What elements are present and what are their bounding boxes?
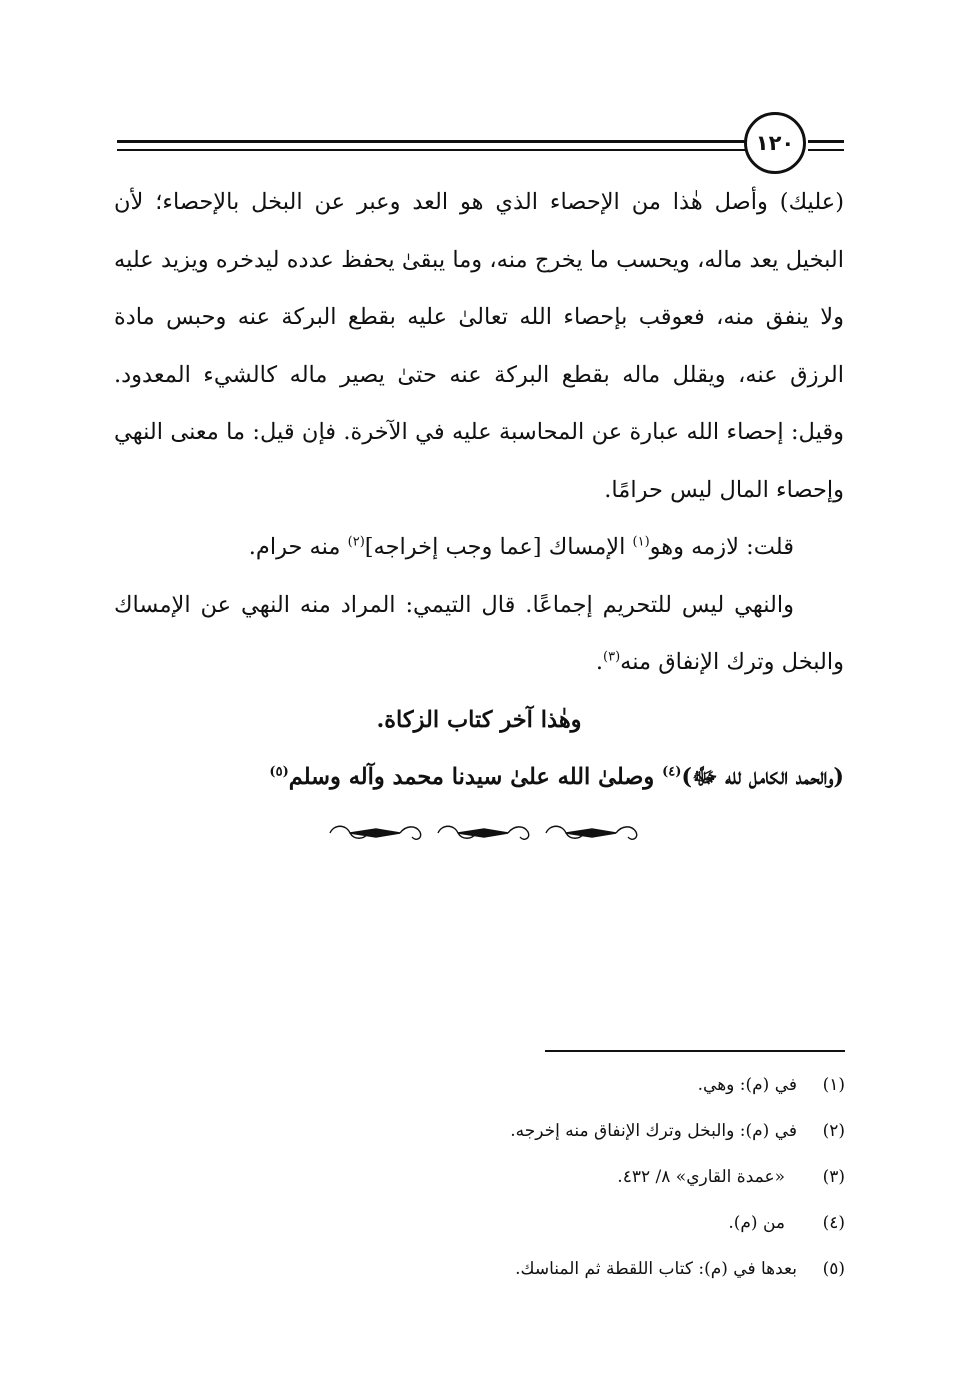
paragraph-2-part-a: قلت: لازمه وهو bbox=[649, 534, 794, 560]
footnote-ref-2[interactable]: (٢) bbox=[347, 534, 365, 550]
page-number: ١٢٠ bbox=[744, 112, 806, 174]
footnote-number: (٣) bbox=[822, 1167, 845, 1187]
header-rule-thin bbox=[117, 149, 745, 151]
floral-divider-ornament-icon bbox=[324, 818, 640, 848]
footnote-5 bbox=[300, 1246, 845, 1292]
footnote-text: «عمدة القاري» ٨/ ٤٣٢. bbox=[617, 1167, 785, 1187]
footnote-ref-1[interactable]: (١) bbox=[632, 534, 650, 550]
footnote-2 bbox=[300, 1108, 845, 1154]
paragraph-3-text: والنهي ليس للتحريم إجماعًا. قال التيمي: المراد منه النهي عن الإمساك والبخل وترك الإنفاق منه bbox=[114, 591, 844, 675]
paragraph-3 bbox=[114, 577, 844, 692]
footnote-text: في (م): وهي. bbox=[697, 1075, 797, 1095]
header-rule-right-thin bbox=[808, 149, 844, 151]
footnote-ref-5[interactable]: (٥) bbox=[269, 764, 289, 780]
footnote-ref-3[interactable]: (٣) bbox=[603, 649, 621, 665]
footnote-number: (٤) bbox=[822, 1213, 845, 1233]
footnote-text: من (م). bbox=[728, 1213, 785, 1233]
footnote-1 bbox=[300, 1062, 845, 1108]
footnote-number: (٢) bbox=[822, 1121, 845, 1141]
section-end-heading: وهٰذا آخر كتاب الزكاة. bbox=[376, 706, 582, 733]
footnotes bbox=[300, 1062, 845, 1292]
closing-part-a: (والحمد الكامل لله ﷻ) bbox=[681, 764, 844, 790]
footnote-text: في (م): والبخل وترك الإنفاق منه إخرجه. bbox=[510, 1121, 797, 1141]
paragraph-2 bbox=[114, 519, 844, 577]
header-rule bbox=[117, 140, 745, 143]
footnote-3 bbox=[300, 1154, 845, 1200]
main-text bbox=[114, 174, 844, 807]
header-rule-right bbox=[808, 140, 844, 143]
paragraph-2-part-b: الإمساك [عما وجب إخراجه] bbox=[364, 534, 633, 560]
footnote-number: (٥) bbox=[822, 1259, 845, 1279]
footnote-4 bbox=[300, 1200, 845, 1246]
footnote-text: بعدها في (م): كتاب اللقطة ثم المناسك. bbox=[515, 1259, 797, 1279]
footnote-separator bbox=[545, 1050, 845, 1052]
closing-doxology bbox=[114, 749, 844, 807]
footnote-ref-4[interactable]: (٤) bbox=[662, 764, 682, 780]
paragraph-1: (عليك) وأصل هٰذا من الإحصاء الذي هو العد وعبر عن البخل بالإحصاء؛ لأن البخيل يعد ماله، ويحسب ما يخرج منه، وما يبقىٰ يحفظ عدده ليدخره ويزيد عليه ولا ينفق منه، فعوقب بإحصاء الله تعالىٰ عليه بقطع البركة عنه وحبس مادة الرزق عنه، ويقلل ماله بقطع البركة عنه حتىٰ يصير ماله كالشيء المعدود. وقيل: إحصاء الله عبارة عن المحاسبة عليه في الآخرة. فإن قيل: ما معنى النهي وإحصاء المال ليس حرامًا. bbox=[114, 189, 844, 503]
footnote-number: (١) bbox=[822, 1075, 845, 1095]
paragraph-3-end: . bbox=[595, 649, 604, 675]
closing-part-b: وصلىٰ الله علىٰ سيدنا محمد وآله وسلم bbox=[288, 764, 663, 790]
paragraph-2-part-c: منه حرام. bbox=[248, 534, 348, 560]
